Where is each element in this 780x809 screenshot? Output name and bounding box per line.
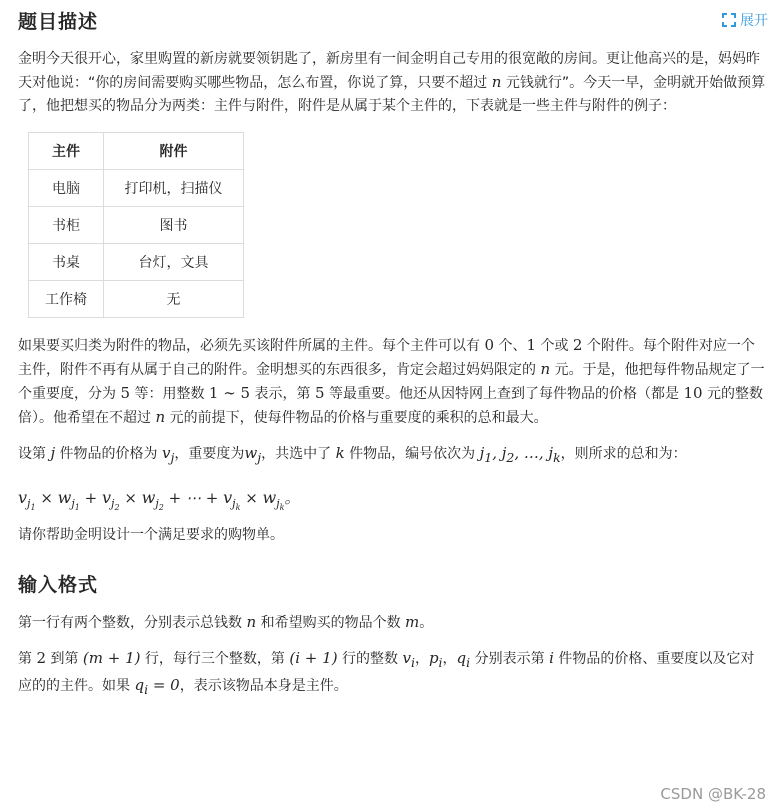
math-number: 1: [526, 336, 536, 354]
math-v: v: [162, 444, 171, 462]
setup-text: ，则所求的总和为：: [560, 446, 687, 462]
math-range: 1 ∼ 5: [208, 384, 251, 402]
math-plus: +: [163, 489, 186, 507]
setup-text: 件物品，编号依次为: [344, 446, 480, 462]
math-w: w: [244, 444, 258, 462]
math-vj: [162, 444, 175, 465]
setup-text: 设第: [18, 446, 51, 462]
math-j: j: [479, 444, 485, 462]
math-j: j: [276, 497, 280, 511]
table-cell: 图书: [104, 207, 244, 244]
sum-formula: $v_{j_1} \times w_{j_1} + v_{j_2} \times w_{j_2}$ + ⋯ + $v_{j_k} \times w_{j_k}$。: [18, 488, 300, 513]
math-k: k: [335, 444, 345, 462]
table-cell: 书柜: [29, 207, 104, 244]
math-p: p: [428, 649, 439, 668]
math-j: j: [27, 497, 31, 511]
rules-text: 等：用整数: [130, 386, 209, 402]
math-n: n: [246, 613, 257, 632]
description-header: [18, 0, 768, 40]
rules-text: 表示，第: [250, 386, 316, 402]
table-header-row: [29, 133, 244, 170]
input-format-header: [18, 563, 768, 603]
input-text: 第: [18, 651, 37, 668]
math-sub-j: j: [257, 450, 262, 465]
math-sequence: $j_1$, $j_2$, …, $j_k$: [479, 444, 561, 465]
table-cell: 工作椅: [29, 281, 104, 318]
math-plus: +: [79, 489, 102, 507]
rules-text: 元的前提下，使每件物品的价格与重要度的乘积的总和最大。: [165, 410, 548, 426]
math-q: q: [134, 676, 145, 695]
table-cell: 电脑: [29, 170, 104, 207]
math-n: n: [155, 408, 166, 426]
setup-paragraph: [18, 442, 768, 469]
math-v: v: [102, 488, 112, 507]
math-i: i: [549, 649, 554, 668]
math-v: v: [223, 488, 233, 507]
math-plus: +: [201, 489, 224, 507]
input-text: 第一行有两个整数，分别表示总钱数: [18, 615, 247, 632]
rules-text: 等最重要。他还从因特网上查到了每件物品的价格（都是: [324, 386, 684, 402]
math-times: ×: [35, 489, 58, 507]
rules-text: 元。于是，他把每件物品规定了一个重要度，分为: [18, 362, 765, 402]
math-number: 5: [120, 384, 130, 402]
math-sub-j: j: [170, 450, 175, 465]
input-text: 和希望购买的物品个数: [256, 615, 406, 632]
rules-text: 个附件。每个附件对应一个主件，附件不再有从属于自己的附件。金明想买的东西很多，肯定会超过妈妈限定的: [18, 338, 755, 378]
table-row: [29, 207, 244, 244]
input-text: 件物品的价格、重要度以及它对应的的主件。如果: [18, 651, 755, 695]
table-cell: 无: [104, 281, 244, 318]
intro-text-1: 金明今天很开心，家里购置的新房就要领钥匙了，新房里有一间金明自己专用的很宽敞的房间。更让他高兴的是，妈妈昨天对他说：“你的房间需要购买哪些物品，怎么布置，你说了算，只要不超过: [18, 51, 760, 91]
math-n: n: [540, 360, 551, 378]
math-dots: ⋯: [186, 489, 201, 507]
rules-text: 如果要买归类为附件的物品，必须先买该附件所属的主件。每个主件可以有: [18, 338, 485, 354]
math-sub-k: k: [553, 450, 561, 465]
math-w: w: [262, 488, 277, 507]
input-text: 到第: [46, 651, 83, 668]
math-j: j: [50, 444, 56, 462]
math-pi: $p_i$: [428, 649, 443, 671]
rules-paragraph: [18, 334, 768, 430]
math-vi: $v_i$: [402, 649, 415, 671]
math-times: ×: [240, 489, 263, 507]
math-number: 10: [683, 384, 703, 402]
math-j: j: [155, 497, 159, 511]
math-q: q: [456, 649, 467, 668]
math-n: n: [491, 73, 502, 91]
input-sep: ，: [414, 651, 429, 668]
math-w: w: [57, 488, 72, 507]
math-wj: [244, 444, 262, 465]
example-table: [28, 132, 244, 318]
math-m: m: [405, 613, 420, 632]
rules-text: 个或: [536, 338, 573, 354]
math-number: 0: [484, 336, 494, 354]
math-j: j: [111, 497, 115, 511]
math-number: 2: [572, 336, 583, 354]
math-m-plus-1: (m + 1): [82, 649, 141, 668]
math-j: j: [548, 444, 554, 462]
table-cell: 台灯，文具: [104, 244, 244, 281]
table-header-main: 主件: [29, 133, 104, 170]
setup-text: ，共选中了: [261, 446, 336, 462]
table-cell: 书桌: [29, 244, 104, 281]
input-text: 行，每行三个整数，第: [140, 651, 290, 668]
setup-text: ，重要度为: [174, 446, 245, 462]
math-number: 2: [36, 649, 46, 668]
math-number: 5: [315, 384, 325, 402]
rules-text: 元的整数倍）。他希望在不超过: [18, 386, 764, 426]
setup-text: 件物品的价格为: [55, 446, 163, 462]
input-paragraph-2: [18, 647, 768, 701]
math-w: w: [141, 488, 156, 507]
input-text: ，表示该物品本身是主件。: [179, 678, 348, 695]
request-paragraph: 请你帮助金明设计一个满足要求的购物单。: [18, 527, 284, 544]
math-k: k: [235, 503, 241, 513]
expand-label: 展开: [740, 13, 768, 29]
input-paragraph-1: [18, 611, 768, 635]
math-times: ×: [119, 489, 142, 507]
section-title-description: 题目描述: [18, 10, 99, 33]
csdn-watermark: CSDN @BK-28: [660, 785, 766, 803]
expand-icon: [722, 13, 736, 27]
math-i-plus-1: (i + 1): [289, 649, 338, 668]
expand-button[interactable]: [722, 10, 768, 30]
math-eq-zero: = 0: [148, 676, 180, 695]
table-cell: 打印机，扫描仪: [104, 170, 244, 207]
table-row: [29, 170, 244, 207]
input-text: 分别表示第: [470, 651, 550, 668]
rules-text: 个、: [494, 338, 527, 354]
math-qi: $q_i$: [456, 649, 471, 671]
math-v: v: [18, 488, 28, 507]
math-end: 。: [284, 489, 300, 507]
table-header-accessory: 附件: [104, 133, 244, 170]
math-k: k: [279, 503, 285, 513]
input-sep: ，: [442, 651, 457, 668]
math-v: v: [402, 649, 411, 668]
intro-text-2: 元钱就行”。今天一早，金明就开始做预算了，他把想买的物品分为两类：主件与附件，附件是从属于某个主件的，下表就是一些主件与附件的例子：: [18, 75, 766, 114]
math-qi-eq: $q_i = 0$: [134, 676, 180, 698]
math-j: j: [71, 497, 75, 511]
math-j: j: [501, 444, 507, 462]
intro-paragraph: [18, 48, 768, 118]
math-j: j: [232, 497, 236, 511]
table-row: [29, 244, 244, 281]
table-row: [29, 281, 244, 318]
input-text: 行的整数: [337, 651, 403, 668]
section-title-input: 输入格式: [18, 573, 99, 596]
input-text: 。: [419, 615, 434, 632]
